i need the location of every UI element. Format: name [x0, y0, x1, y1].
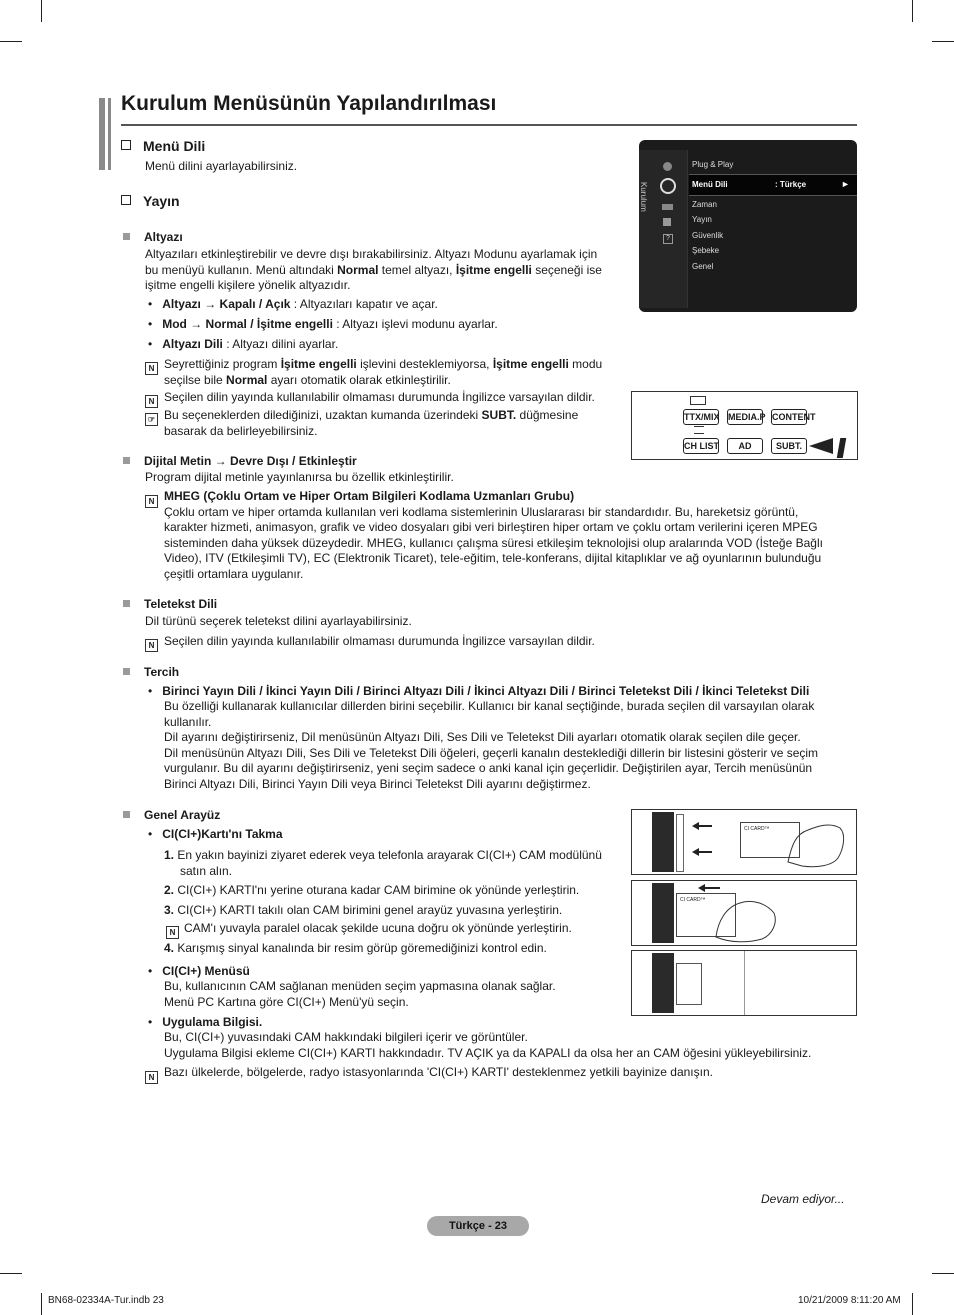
page-title: Kurulum Menüsünün Yapılandırılması: [121, 92, 497, 115]
text-line: kullanılır.: [164, 714, 212, 729]
step-item: [164, 848, 602, 879]
help-icon: ?: [663, 234, 673, 244]
text: işlevini desteklemiyorsa,: [356, 357, 493, 371]
note-icon: [166, 922, 179, 940]
picture-icon: [663, 162, 672, 171]
text-bold: Normal: [226, 372, 268, 387]
media-p-button[interactable]: MEDIA.P: [727, 409, 763, 425]
step-number: 1.: [164, 848, 175, 862]
menu-item[interactable]: Şebeke: [692, 246, 720, 255]
sound-icon: [662, 204, 673, 210]
menu-item[interactable]: Plug & Play: [692, 160, 734, 169]
text-line: Uygulama Bilgisi ekleme CI(CI+) KARTI hakkındadır. TV AÇIK ya da KAPALI da olsa her an CAM öğesini yükleyebilirsiniz.: [164, 1045, 812, 1060]
heading-text: Teletekst Dili: [144, 597, 218, 611]
text: seçeneği ise: [531, 262, 602, 277]
square-bullet-icon: [123, 233, 130, 240]
teletext-icon: [690, 396, 706, 405]
list-item: • CI(CI+)Kartı'nı Takma: [148, 827, 283, 841]
text-line: vurgulanır. Bu dil ayarını değiştirirseniz, yeni seçim sadece o anki kanal için geçerlidir. Değiştirilen ayar, Tercih menüsünün: [164, 761, 813, 775]
step-item: [164, 941, 547, 957]
cam-insert-card-figure: [631, 809, 857, 875]
section-heading-text: Yayın: [143, 193, 180, 209]
text-bold: CI(CI+)Kartı'nı Takma: [162, 827, 283, 841]
channel-icon: [663, 218, 671, 226]
list-item: • CI(CI+) Menüsü: [148, 964, 250, 978]
crop-mark: [41, 0, 42, 22]
text-line: Menü PC Kartına göre CI(CI+) Menü'yü seçin.: [164, 994, 409, 1009]
text: : Altyazı işlevi modunu ayarlar.: [332, 317, 498, 331]
text: bu menüyü kullanın. Menü altındaki: [145, 262, 338, 277]
square-bullet-icon: [123, 668, 130, 675]
section-heading-text: Menü Dili: [143, 138, 206, 154]
text: Seyrettiğiniz program: [164, 357, 281, 371]
note-icon-glyph: N: [145, 639, 158, 652]
menu-item-value: : Türkçe: [775, 180, 807, 189]
menu-item-label: Menü Dili: [692, 180, 728, 189]
note-icon: [145, 635, 158, 653]
cam-module-image: [652, 953, 674, 1013]
list-item: • Mod → Normal / İşitme engelli : Altyazı işlevi modunu ayarlar.: [148, 317, 498, 331]
hand-note-icon: [145, 409, 158, 427]
note-icon: [145, 1067, 158, 1085]
mheg-note: [164, 489, 823, 582]
ci-card-image: CI CARD™: [740, 822, 800, 858]
crop-mark: [932, 1273, 954, 1274]
ad-button[interactable]: AD: [727, 438, 763, 454]
note-text: [164, 408, 578, 439]
heading-text: Tercih: [144, 665, 180, 679]
crop-mark: [41, 1293, 42, 1315]
page-number-badge: Türkçe - 23: [427, 1216, 529, 1236]
text: seçilse bile: [164, 372, 227, 387]
crop-mark: [0, 1273, 22, 1274]
cam-module-image: [652, 883, 674, 943]
app-info-text: [164, 1030, 811, 1061]
step-number: 4.: [164, 941, 175, 955]
cam-inserted-figure: [631, 950, 857, 1016]
content-button[interactable]: CONTENT: [771, 409, 807, 425]
arrow-right-icon: ►: [841, 179, 850, 189]
square-bullet-icon: [123, 600, 130, 607]
text-line: [164, 373, 624, 389]
step-number: 2.: [164, 883, 175, 897]
ci-card-image: CI CARD™: [676, 893, 736, 937]
note-icon: [145, 391, 158, 409]
title-accent-bar: [99, 98, 105, 170]
text-line: Altyazıları etkinleştirebilir ve devre dışı bırakabilirsiniz. Altyazı Modunu ayarlamak için: [145, 247, 598, 261]
note-icon: [145, 491, 158, 509]
crop-mark: [912, 1293, 913, 1315]
list-item: • Altyazı → Kapalı / Açık : Altyazıları kapatır ve açar.: [148, 297, 438, 311]
text-line-bold: MHEG (Çoklu Ortam ve Hiper Ortam Bilgileri Kodlama Uzmanları Grubu): [164, 489, 575, 503]
text: CI(CI+) KARTI'nı yerine oturana kadar CAM birimine ok yönünde yerleştirin.: [174, 883, 580, 897]
text-line: Dil menüsünün Altyazı Dili, Ses Dili ve Teletekst Dili öğeleri, geçerli kanalın desteklediği dillerin bir listesini gösterir ve seçim: [164, 745, 819, 760]
cam-insert-slot-figure: [631, 880, 857, 946]
gear-icon: [660, 178, 676, 194]
crop-mark: [0, 41, 22, 42]
note-icon-glyph: N: [145, 1071, 158, 1084]
note-text: Bazı ülkelerde, bölgelerde, radyo istasyonlarında 'CI(CI+) KARTI' desteklenmez yetkili bayinize danışın.: [164, 1065, 713, 1079]
text-line: Bu, CI(CI+) yuvasındaki CAM hakkındaki bilgileri içerir ve görüntüler.: [164, 1030, 528, 1044]
hand-illustration: [712, 891, 782, 943]
text-line: Dil ayarını değiştirirseniz, Dil menüsünün Altyazı Dili, Ses Dili ve Teletekst Dili ayarları otomatik olarak seçilen dile geçer.: [164, 730, 801, 744]
step-number: 3.: [164, 903, 175, 917]
text-line: [164, 848, 602, 864]
title-accent-bar: [108, 98, 111, 170]
text-line: Bu özelliği kullanarak kullanıcılar dillerden birini seçebilir. Kullanıcı bir kanal seçtiğinde, burada seçilen dil varsayılan olarak: [164, 699, 815, 713]
altyazi-paragraph: [145, 247, 625, 294]
text-line: karakter hizmeti, animasyon, grafik ve video dosyaları gibi veri birleştiren hiper ortam ve çoklu ortam verilerini içeren MPEG: [164, 520, 818, 534]
menu-item[interactable]: Zaman: [692, 200, 717, 209]
text-line: [164, 408, 578, 424]
dijital-metin-text: Program dijital metinle yayınlanırsa bu özellik etkinleştirilir.: [145, 470, 454, 484]
text-bold: Altyazı Dili: [162, 337, 223, 351]
teletekst-heading: [123, 597, 217, 611]
ch-list-button[interactable]: CH LIST: [683, 438, 719, 454]
menu-item-selected[interactable]: [689, 174, 857, 196]
note-text: CAM'ı yuvayla paralel olacak şekilde ucuna doğru ok yönünde yerleştirin.: [184, 921, 572, 935]
teletekst-text: Dil türünü seçerek teletekst dilini ayarlayabilirsiniz.: [145, 614, 412, 628]
crop-mark: [932, 41, 954, 42]
menu-sidebar: [639, 150, 688, 308]
tv-setup-menu-image: [639, 140, 857, 312]
cam-module-image: [652, 812, 674, 872]
list-item: • Altyazı Dili : Altyazı dilini ayarlar.: [148, 337, 339, 351]
checkbox-icon: [121, 140, 131, 150]
note-icon-glyph: N: [145, 495, 158, 508]
text-bold: İşitme engelli: [455, 262, 532, 277]
note-icon-glyph: N: [145, 362, 158, 375]
menu-side-label: Kurulum: [639, 182, 648, 212]
text: ayarı otomatik olarak etkinleştirilir.: [267, 372, 451, 387]
text-bold: Birinci Yayın Dili / İkinci Yayın Dili / Birinci Altyazı Dili / İkinci Altyazı Dili / Birinci Teletekst Dili / İkinci Teletekst Dili: [162, 684, 810, 698]
step-item: [164, 883, 579, 899]
text: CI(CI+) KARTI takılı olan CAM birimini genel arayüz yuvasına yerleştirin.: [174, 903, 563, 917]
altyazi-heading: [123, 230, 183, 244]
square-bullet-icon: [123, 811, 130, 818]
ci-card-inserted: [676, 963, 702, 1005]
hand-illustration: [782, 814, 848, 870]
step-item: [164, 903, 562, 919]
checkbox-icon: [121, 195, 131, 205]
text-bold: İşitme engelli: [280, 357, 357, 371]
list-item: • Birinci Yayın Dili / İkinci Yayın Dili / Birinci Altyazı Dili / İkinci Altyazı Dili / Birinci Teletekst Dili / İkinci Teletekst Dili: [148, 684, 810, 698]
footer-file-label: BN68-02334A-Tur.indb 23: [48, 1295, 164, 1306]
menu-item[interactable]: Genel: [692, 262, 714, 271]
text-line: Bu, kullanıcının CAM sağlanan menüden seçim yapmasına olanak sağlar.: [164, 979, 556, 993]
note-text: [164, 357, 624, 388]
text-line: [164, 357, 624, 373]
text-bold: SUBT.: [481, 408, 517, 422]
text-line: satın alın.: [180, 863, 233, 878]
tercih-paragraph: [164, 699, 818, 792]
tercih-heading: [123, 665, 179, 679]
note-icon-glyph: N: [145, 395, 158, 408]
heading-text: Genel Arayüz: [144, 808, 221, 822]
crop-mark: [912, 0, 913, 22]
text-bold: İşitme engelli: [492, 357, 569, 371]
text-bold: Normal: [337, 262, 379, 277]
divider-line: [744, 951, 745, 1015]
footer-timestamp: 10/21/2009 8:11:20 AM: [798, 1295, 901, 1306]
text-line: [145, 263, 625, 279]
ttx-mix-button[interactable]: TTX/MIX: [683, 409, 719, 425]
text-line: Birinci Altyazı Dili, Birinci Yayın Dili veya Birinci Teletekst Dili ayarını değiştirmez.: [164, 776, 591, 791]
text: düğmesine: [516, 408, 579, 422]
text-bold: CI(CI+) Menüsü: [162, 964, 250, 978]
text: Bu seçeneklerden dilediğinizi, uzaktan kumanda üzerindeki: [164, 408, 482, 422]
text-line: basarak da belirleyebilirsiniz.: [164, 423, 318, 438]
text: modu: [568, 357, 603, 371]
menu-dili-text: Menü dilini ayarlayabilirsiniz.: [145, 159, 298, 173]
text-line: Çoklu ortam ve hiper ortamda kullanılan veri kodlama sistemlerinin Uluslararası bir standardıdır. Bu, hareketsiz görüntü,: [164, 504, 799, 519]
pointer-arrow-icon: [807, 434, 855, 458]
note-icon-glyph: N: [166, 926, 179, 939]
text: temel altyazı,: [378, 262, 456, 277]
remote-control-image: [631, 391, 858, 460]
list-icon: [694, 426, 704, 434]
text: En yakın bayinizi ziyaret ederek veya telefonla arayarak CI(CI+) CAM modülünü: [174, 848, 602, 862]
continued-label: Devam ediyor...: [761, 1192, 845, 1206]
text-bold: Altyazı → Kapalı / Açık: [162, 297, 291, 311]
dijital-metin-heading: [123, 454, 357, 468]
text-bold: Uygulama Bilgisi.: [162, 1015, 263, 1029]
note-icon: [145, 358, 158, 376]
ci-menu-text: [164, 979, 556, 1010]
cam-slot-edge: [676, 814, 684, 872]
hand-icon-glyph: ☞: [145, 413, 158, 426]
menu-item[interactable]: Yayın: [692, 215, 712, 224]
section-heading-yayin: [121, 193, 180, 209]
heading-text: Altyazı: [144, 230, 183, 244]
text-line: işitme engelli kişilere yönelik altyazıdır.: [145, 278, 351, 292]
heading-text: Dijital Metin → Devre Dışı / Etkinleştir: [144, 454, 357, 468]
note-text: Seçilen dilin yayında kullanılabilir olmaması durumunda İngilizce varsayılan dildir.: [164, 390, 595, 404]
text-line: Video), ITV (Etkileşimli TV), EC (Elektronik Ticaret), tele-eğitim, tele-konferans, dijital kitaplıklar ve ağ oyunlarının bulunduğu: [164, 551, 822, 565]
text: : Altyazıları kapatır ve açar.: [290, 297, 438, 311]
text-line: çeşitli ortamlara uygulanır.: [164, 566, 304, 581]
text: : Altyazı dilini ayarlar.: [222, 337, 339, 351]
menu-item[interactable]: Güvenlik: [692, 231, 724, 240]
subt-button[interactable]: SUBT.: [771, 438, 807, 454]
arrow-left-icon: [692, 820, 714, 860]
square-bullet-icon: [123, 457, 130, 464]
text-line: sisteminden daha yüksek düzeydedir. MHEG, kullanıcı çalışma süresi etkileşim teknolojisi olup aralarında VOD (İsteğe Bağlı: [164, 535, 823, 550]
list-item: • Uygulama Bilgisi.: [148, 1015, 263, 1029]
genel-arayuz-heading: [123, 808, 220, 822]
title-rule: [121, 124, 857, 126]
section-heading-menu-dili: [121, 138, 205, 154]
text-bold: Mod → Normal / İşitme engelli: [162, 317, 333, 331]
text: Karışmış sinyal kanalında bir resim görüp göremediğinizi kontrol edin.: [174, 941, 547, 955]
note-text: Seçilen dilin yayında kullanılabilir olmaması durumunda İngilizce varsayılan dildir.: [164, 634, 595, 648]
